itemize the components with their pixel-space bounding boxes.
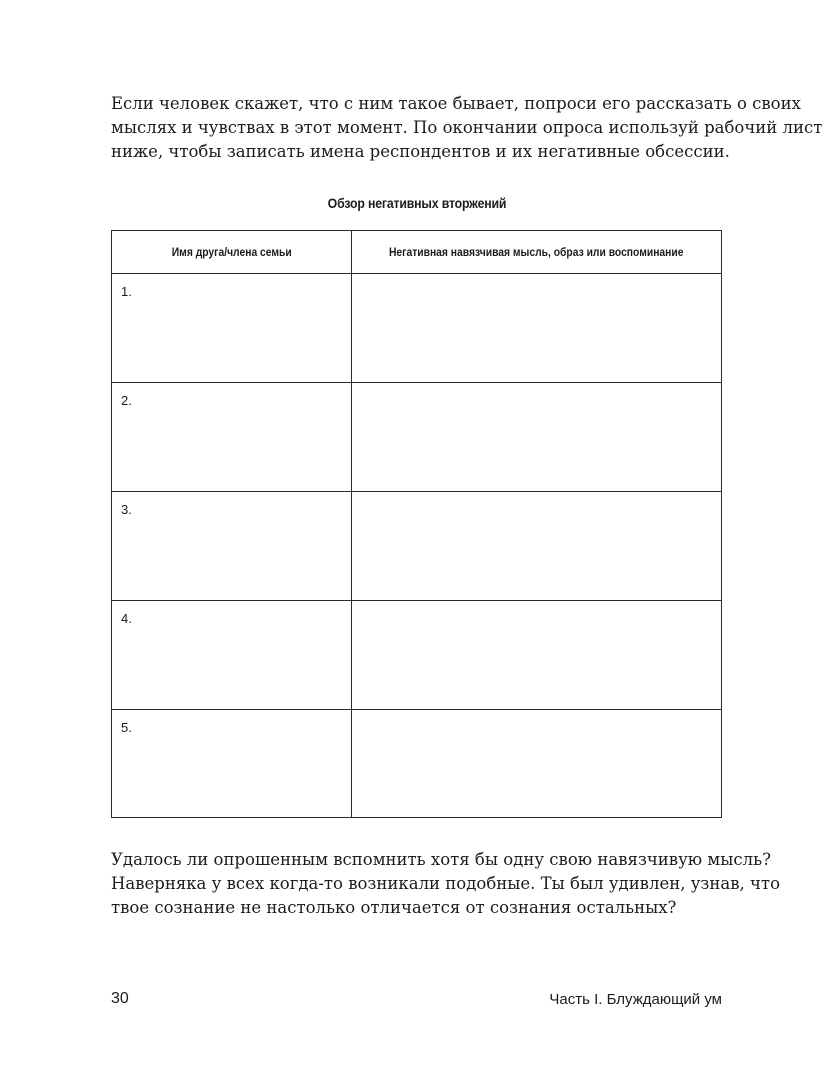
column-header-thought-label: Негативная навязчивая мысль, образ или воспоминание — [389, 245, 684, 259]
column-header-name — [112, 231, 351, 273]
table-row — [112, 273, 721, 382]
table-row — [112, 600, 721, 709]
name-cell[interactable] — [112, 710, 351, 818]
row-number: 2. — [121, 393, 132, 408]
table-row — [112, 709, 721, 818]
worksheet-table — [111, 230, 722, 818]
row-number: 5. — [121, 720, 132, 735]
running-footer-title: Часть I. Блуждающий ум — [549, 991, 722, 1008]
table-row — [112, 491, 721, 600]
intro-line: ниже, чтобы записать имена респондентов и их негативные обсессии. — [111, 142, 730, 161]
row-number: 3. — [121, 502, 132, 517]
name-cell[interactable] — [112, 274, 351, 382]
name-cell[interactable] — [112, 492, 351, 600]
table-row — [112, 382, 721, 491]
name-cell[interactable] — [112, 601, 351, 709]
column-header-thought — [352, 231, 721, 273]
name-cell[interactable] — [112, 383, 351, 491]
thought-cell[interactable] — [352, 274, 721, 382]
closing-paragraph — [111, 848, 780, 920]
closing-line: Удалось ли опрошенным вспомнить хотя бы одну свою навязчивую мысль? — [111, 850, 771, 869]
row-number: 1. — [121, 284, 132, 299]
closing-line: твое сознание не настолько отличается от сознания остальных? — [111, 898, 677, 917]
thought-cell[interactable] — [352, 710, 721, 818]
closing-line: Наверняка у всех когда-то возникали подобные. Ты был удивлен, узнав, что — [111, 874, 780, 893]
intro-paragraph — [111, 92, 823, 164]
column-header-name-label: Имя друга/члена семьи — [171, 245, 292, 259]
page-number: 30 — [111, 990, 129, 1007]
intro-line: Если человек скажет, что с ним такое бывает, попроси его рассказать о своих — [111, 94, 801, 113]
table-title: Обзор негативных вторжений — [327, 195, 507, 211]
intro-line: мыслях и чувствах в этот момент. По окончании опроса используй рабочий лист — [111, 118, 823, 137]
thought-cell[interactable] — [352, 492, 721, 600]
thought-cell[interactable] — [352, 383, 721, 491]
row-number: 4. — [121, 611, 132, 626]
thought-cell[interactable] — [352, 601, 721, 709]
